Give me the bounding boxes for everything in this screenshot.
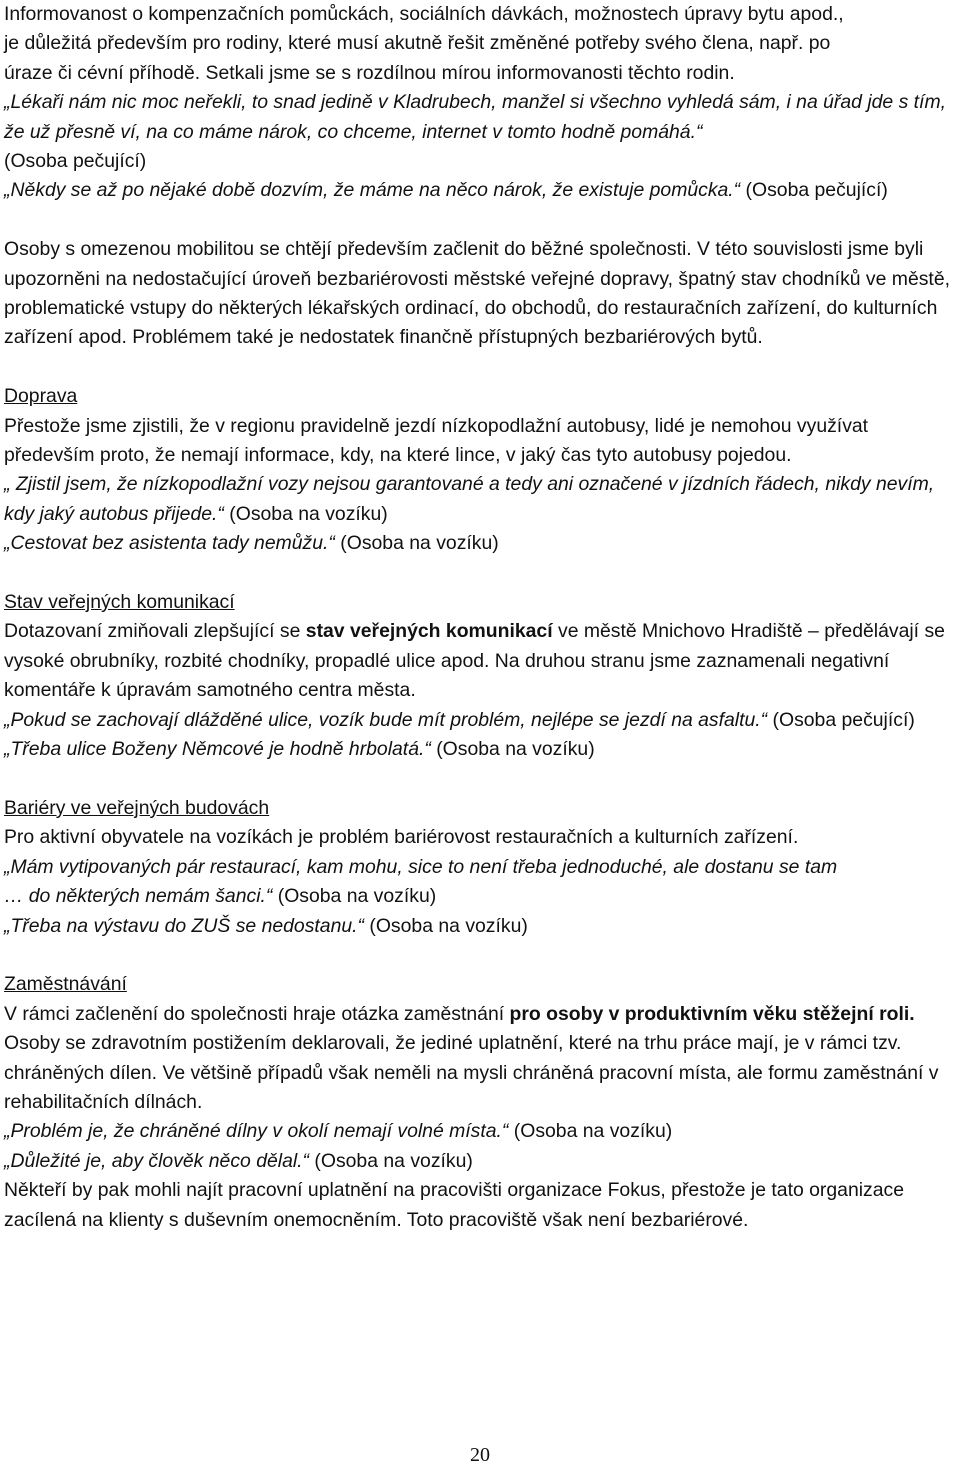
quote-source: (Osoba pečující)	[4, 150, 147, 173]
quote-source: (Osoba na vozíku)	[314, 1149, 473, 1172]
quote-dilny	[4, 1117, 956, 1146]
text-run: ve městě Mnichovo Hradiště – předělávají se vysoké obrubníky, rozbité chodníky, propadlé ulice apod. Na druhou stranu jsme zaznamenali negativní komentáře k úpravám samotného centra města.	[4, 620, 945, 702]
quote-text: „Třeba na výstavu do ZUŠ se nedostanu.“	[4, 914, 364, 937]
quote-text: „Někdy se až po nějaké době dozvím, že máme na něco nárok, že existuje pomůcka.“	[4, 179, 741, 202]
spacer	[4, 353, 956, 382]
text-run: Osoby se zdravotním postižením deklarovali, že jediné uplatnění, které na trhu práce mají, je v rámci tzv. chráněných dílen. Ve většině případů však neměli na mysli chráněná pracovní místa, ale formu zaměstnání v rehabilitačních dílnách.	[4, 1032, 939, 1113]
quote-source: (Osoba na vozíku)	[277, 885, 437, 908]
quote-text: „Cestovat bez asistenta tady nemůžu.“	[4, 532, 335, 555]
intro-line: Informovanost o kompenzačních pomůckách, sociálních dávkách, možnostech úpravy bytu apod.,	[4, 3, 844, 25]
quote-text: „Lékaři nám nic moc neřekli, to snad jedině v Kladrubech, manžel si všechno vyhledá sám, i na úřad jde s tím, že už přesně ví, na co máme nárok, co chceme, internet v tomto hodně pomáhá.“	[4, 91, 946, 143]
quote-zus	[4, 912, 956, 941]
quote-source: (Osoba pečující)	[772, 708, 915, 731]
quote-text: „ Zjistil jsem, že nízkopodlažní vozy nejsou garantované a tedy ani označené v jízdních řádech, nikdy nevím, kdy jaký autobus přijede.“	[4, 473, 935, 525]
text-run: V rámci začlenění do společnosti hraje otázka zaměstnání	[4, 1002, 510, 1025]
text-run: Dotazovaní zmiňovali zlepšující se	[4, 620, 306, 643]
intro-line: je důležitá především pro rodiny, které musí akutně řešit změněné potřeby svého člena, např. po	[4, 32, 831, 55]
quote-text: „Mám vytipovaných pár restaurací, kam mohu, sice to není třeba jednoduché, ale dostanu se tam	[4, 855, 838, 878]
intro-line: úraze či cévní příhodě. Setkali jsme se s rozdílnou mírou informovanosti těchto rodin.	[4, 61, 735, 84]
quote-restaurace	[4, 853, 956, 912]
section-heading-doprava: Doprava	[4, 385, 78, 408]
quote-nemcove	[4, 735, 956, 764]
quote-source: (Osoba na vozíku)	[340, 532, 499, 555]
bold-run: pro osoby v produktivním věku stěžejní roli.	[509, 1002, 915, 1025]
intro-paragraph	[4, 0, 956, 88]
page-number: 20	[470, 1444, 490, 1466]
quote-source: (Osoba na vozíku)	[369, 914, 528, 937]
doprava-paragraph: Přestože jsme zjistili, že v regionu pravidelně jezdí nízkopodlažní autobusy, lidé je nemohou využívat především proto, že nemají informace, kdy, na které lince, v jaký čas tyto autobusy pojedou.	[4, 414, 869, 467]
spacer	[4, 559, 956, 588]
quote-source: (Osoba pečující)	[745, 179, 888, 202]
quote-text: „Třeba ulice Boženy Němcové je hodně hrbolatá.“	[4, 738, 431, 761]
spacer	[4, 206, 956, 235]
quote-text: … do některých nemám šanci.“	[4, 885, 273, 908]
zamestnani-paragraph	[4, 1000, 956, 1118]
quote-dlazdene	[4, 706, 956, 735]
budovy-paragraph: Pro aktivní obyvatele na vozíkách je problém bariérovost restauračních a kulturních zařízení.	[4, 826, 799, 849]
quote-text: „Pokud se zachovají dlážděné ulice, vozík bude mít problém, nejlépe se jezdí na asfaltu.“	[4, 708, 768, 731]
fokus-paragraph: Někteří by pak mohli najít pracovní uplatnění na pracovišti organizace Fokus, přestože je tato organizace zacílená na klienty s duševním onemocněním. Toto pracoviště však není bezbariérové.	[4, 1179, 904, 1231]
spacer	[4, 941, 956, 970]
quote-text: „Důležité je, aby člověk něco dělal.“	[4, 1149, 310, 1172]
bold-run: stav veřejných komunikací	[305, 620, 553, 643]
quote-source: (Osoba na vozíku)	[513, 1120, 673, 1143]
komunikace-paragraph	[4, 617, 956, 705]
section-heading-budovy: Bariéry ve veřejných budovách	[4, 796, 270, 819]
document-page	[4, 0, 956, 1235]
quote-text: „Problém je, že chráněné dílny v okolí nemají volné místa.“	[4, 1120, 509, 1143]
quote-dulezite	[4, 1147, 956, 1176]
spacer	[4, 765, 956, 794]
quote-source: (Osoba na vozíku)	[229, 502, 388, 525]
quote-source: (Osoba na vozíku)	[436, 738, 595, 761]
quote-pomucka	[4, 176, 956, 205]
mobility-paragraph: Osoby s omezenou mobilitou se chtějí především začlenit do běžné společnosti. V této souvislosti jsme byli upozorněni na nedostačující úroveň bezbariérovosti městské veřejné dopravy, špatný stav chodníků ve městě, problematické vstupy do některých lékařských ordinací, do obchodů, do restauračních zařízení, do kulturních zařízení apod. Problémem také je nedostatek finančně přístupných bezbariérových bytů.	[4, 238, 950, 349]
quote-nizkopodlazni	[4, 470, 956, 529]
section-heading-zamestnani: Zaměstnávání	[4, 973, 127, 996]
quote-lekari	[4, 88, 956, 176]
quote-asistent	[4, 529, 956, 558]
section-heading-komunikace: Stav veřejných komunikací	[4, 591, 235, 614]
